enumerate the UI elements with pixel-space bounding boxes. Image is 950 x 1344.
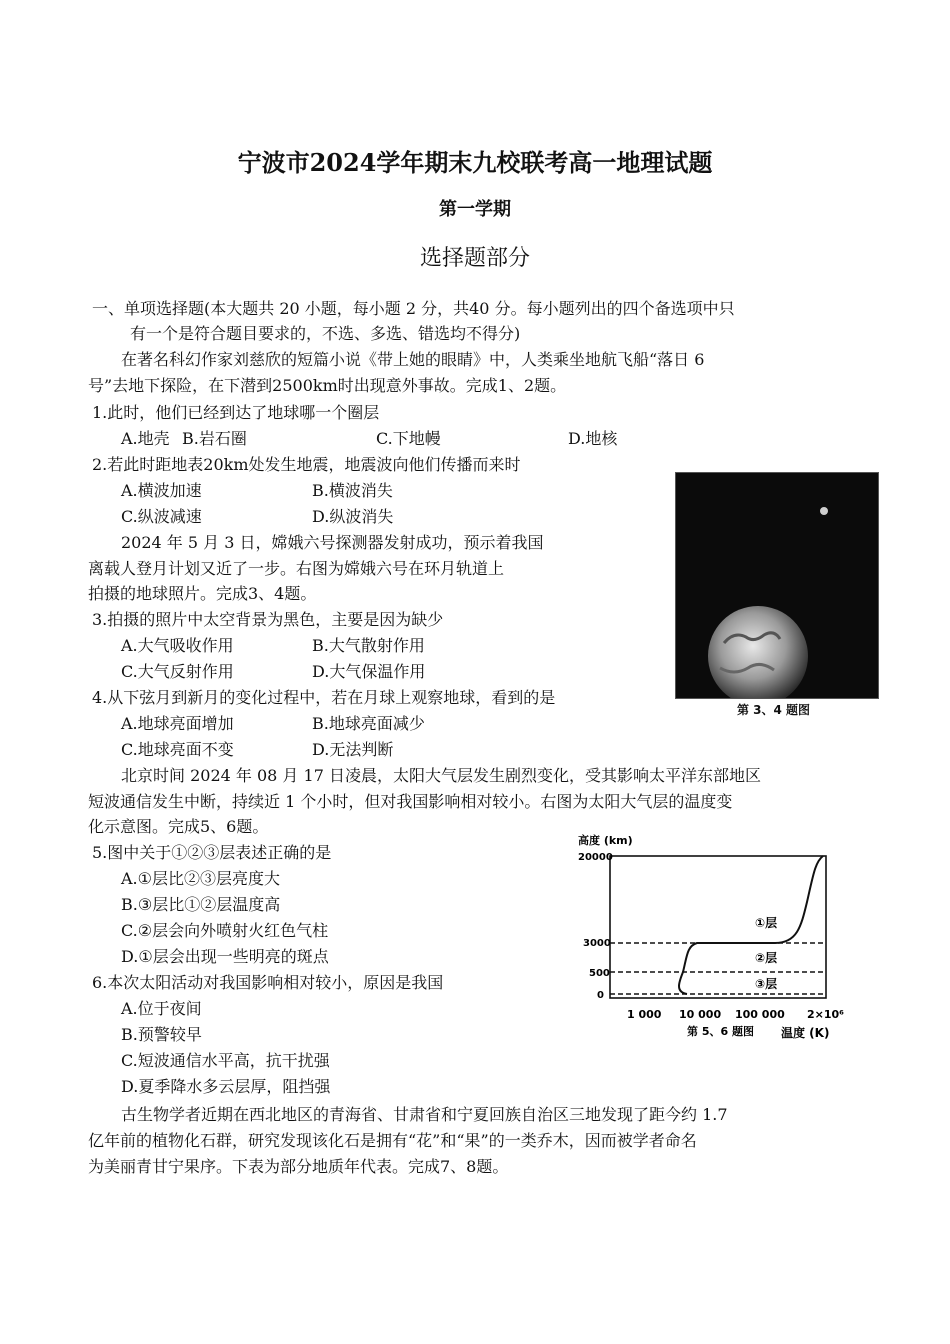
y-tick-label: 0: [597, 990, 604, 1001]
page-title: 宁波市2024学年期末九校联考高一地理试题: [237, 148, 713, 177]
question-3-option-b: B.大气散射作用: [312, 636, 425, 655]
question-6-option-a: A.位于夜间: [121, 999, 202, 1018]
question-1-option-d: D.地核: [568, 429, 618, 448]
earth-sphere: [708, 606, 808, 698]
passage-1-line2: 号”去地下探险，在下潜到2500km时出现意外事故。完成1、2题。: [88, 376, 567, 395]
question-2-option-b: B.横波消失: [312, 481, 393, 500]
x-tick-label: 1 000: [627, 1008, 662, 1021]
question-5-option-d: D.①层会出现一些明亮的斑点: [121, 947, 329, 966]
section-instruction-line1: 一、单项选择题(本大题共 20 小题，每小题 2 分，共40 分。每小题列出的四个备选项中只: [92, 299, 735, 318]
moon-dot: [820, 507, 828, 515]
x-tick-label: 2×10⁶: [807, 1008, 844, 1021]
x-tick-label: 10 000: [679, 1008, 722, 1021]
passage-4-line1: 古生物学者近期在西北地区的青海省、甘肃省和宁夏回族自治区三地发现了距今约 1.7: [121, 1105, 728, 1124]
question-1-option-b: B.岩石圈: [182, 429, 247, 448]
passage-2-line1: 2024 年 5 月 3 日，嫦娥六号探测器发射成功，预示着我国: [121, 533, 544, 552]
question-5-option-b: B.③层比①②层温度高: [121, 895, 281, 914]
question-5-stem: 5.图中关于①②③层表述正确的是: [92, 843, 332, 862]
question-4-option-b: B.地球亮面减少: [312, 714, 425, 733]
passage-3-line3: 化示意图。完成5、6题。: [88, 817, 269, 836]
question-1-stem: 1.此时，他们已经到达了地球哪一个圈层: [92, 403, 380, 422]
question-4-option-a: A.地球亮面增加: [121, 714, 234, 733]
passage-2-line2: 离载人登月计划又近了一步。右图为嫦娥六号在环月轨道上: [88, 559, 505, 578]
section-instruction-line2: 有一个是符合题目要求的，不选、多选、错选均不得分): [130, 324, 521, 343]
question-5-option-a: A.①层比②③层亮度大: [121, 869, 280, 888]
passage-1-line1: 在著名科幻作家刘慈欣的短篇小说《带上她的眼睛》中，人类乘坐地航飞船“落日 6: [121, 350, 705, 369]
temperature-curve: [679, 856, 823, 994]
passage-3-line2: 短波通信发生中断，持续近 1 个小时，但对我国影响相对较小。右图为太阳大气层的温度变: [88, 792, 733, 811]
chart-caption: 第 5、6 题图: [687, 1025, 754, 1038]
passage-2-line3: 拍摄的地球照片。完成3、4题。: [88, 584, 317, 603]
chart-ylabel: 高度 (km): [578, 834, 633, 847]
section-heading: 选择题部分: [419, 246, 530, 271]
passage-4-line3: 为美丽青甘宁果序。下表为部分地质年代表。完成7、8题。: [88, 1157, 509, 1176]
earth-photo-image: [676, 473, 878, 698]
question-3-option-d: D.大气保温作用: [312, 662, 426, 681]
chart-xlabel: 温度 (K): [781, 1026, 830, 1040]
question-5-option-c: C.②层会向外喷射火红色气柱: [121, 921, 329, 940]
solar-atmosphere-chart: [575, 832, 865, 1047]
earth-photo: [675, 472, 879, 699]
question-4-stem: 4.从下弦月到新月的变化过程中，若在月球上观察地球，看到的是: [92, 688, 556, 707]
question-2-option-d: D.纵波消失: [312, 507, 394, 526]
question-1-option-a: A.地壳: [121, 429, 170, 448]
x-tick-label: 100 000: [735, 1008, 785, 1021]
y-tick-label: 3000: [583, 938, 611, 949]
question-2-stem: 2.若此时距地表20km处发生地震，地震波向他们传播而来时: [92, 455, 521, 474]
question-2-option-c: C.纵波减速: [121, 507, 202, 526]
photo-caption: 第 3、4 题图: [737, 703, 811, 717]
page-subtitle: 第一学期: [439, 199, 511, 220]
question-6-stem: 6.本次太阳活动对我国影响相对较小，原因是我国: [92, 973, 444, 992]
layer-label-3: ③层: [755, 977, 778, 991]
chart-plot-frame: [610, 856, 826, 998]
question-6-option-b: B.预警较早: [121, 1025, 202, 1044]
question-3-option-a: A.大气吸收作用: [121, 636, 234, 655]
question-6-option-d: D.夏季降水多云层厚，阻挡强: [121, 1077, 331, 1096]
question-3-stem: 3.拍摄的照片中太空背景为黑色，主要是因为缺少: [92, 610, 444, 629]
question-4-option-c: C.地球亮面不变: [121, 740, 234, 759]
passage-4-line2: 亿年前的植物化石群，研究发现该化石是拥有“花”和“果”的一类乔木，因而被学者命名: [88, 1131, 697, 1150]
solar-atmosphere-chart-svg: [575, 832, 865, 1047]
y-tick-label: 20000: [578, 852, 613, 863]
y-tick-label: 500: [589, 968, 610, 979]
layer-label-1: ①层: [755, 916, 778, 930]
question-6-option-c: C.短波通信水平高，抗干扰强: [121, 1051, 330, 1070]
question-2-option-a: A.横波加速: [121, 481, 202, 500]
layer-label-2: ②层: [755, 951, 778, 965]
question-3-option-c: C.大气反射作用: [121, 662, 234, 681]
question-4-option-d: D.无法判断: [312, 740, 394, 759]
question-1-option-c: C.下地幔: [376, 429, 441, 448]
passage-3-line1: 北京时间 2024 年 08 月 17 日凌晨，太阳大气层发生剧烈变化，受其影响太平洋东部地区: [121, 766, 761, 785]
